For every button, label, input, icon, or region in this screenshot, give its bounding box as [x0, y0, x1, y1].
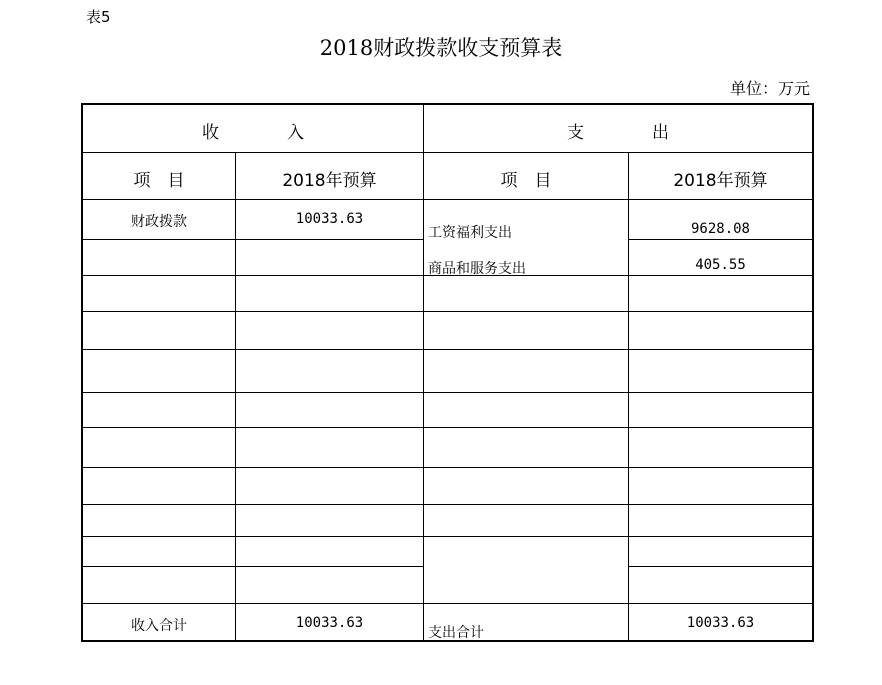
row-line [81, 536, 814, 537]
row-line [81, 199, 814, 200]
row-line [81, 566, 424, 567]
row-line [628, 566, 814, 567]
expense-amount: 9628.08 [690, 221, 750, 237]
expense-amount: 405.55 [695, 257, 746, 273]
row-line [81, 392, 814, 393]
income-item: 财政拨款 [131, 214, 187, 230]
row-line [81, 427, 814, 428]
row-line [81, 239, 424, 240]
row-line [81, 467, 814, 468]
expense-header: 支 出 [567, 123, 669, 143]
expense-total-amount: 10033.63 [686, 615, 755, 631]
row-line [81, 504, 814, 505]
row-line [81, 603, 814, 604]
income-budget-header: 2018年预算 [282, 171, 377, 191]
row-line [81, 349, 814, 350]
table-border-top [81, 103, 814, 105]
expense-budget-header: 2018年预算 [673, 171, 768, 191]
expense-item: 工资福利支出 [428, 225, 512, 241]
income-total-amount: 10033.63 [295, 615, 364, 631]
expense-item-header: 项 目 [500, 171, 552, 191]
expense-item: 商品和服务支出 [428, 261, 526, 277]
unit-label: 单位：万元 [729, 79, 810, 98]
income-amount: 10033.63 [295, 211, 364, 227]
row-line [81, 311, 814, 312]
page-title: 2018财政拨款收支预算表 [319, 36, 563, 60]
expense-total-label: 支出合计 [428, 625, 484, 641]
income-header: 收 入 [202, 123, 304, 143]
income-item-header: 项 目 [133, 171, 185, 191]
table-number: 表5 [86, 8, 111, 26]
table-border-right [812, 103, 814, 642]
row-line [628, 239, 814, 240]
row-line [81, 152, 814, 153]
income-total-label: 收入合计 [131, 618, 187, 634]
